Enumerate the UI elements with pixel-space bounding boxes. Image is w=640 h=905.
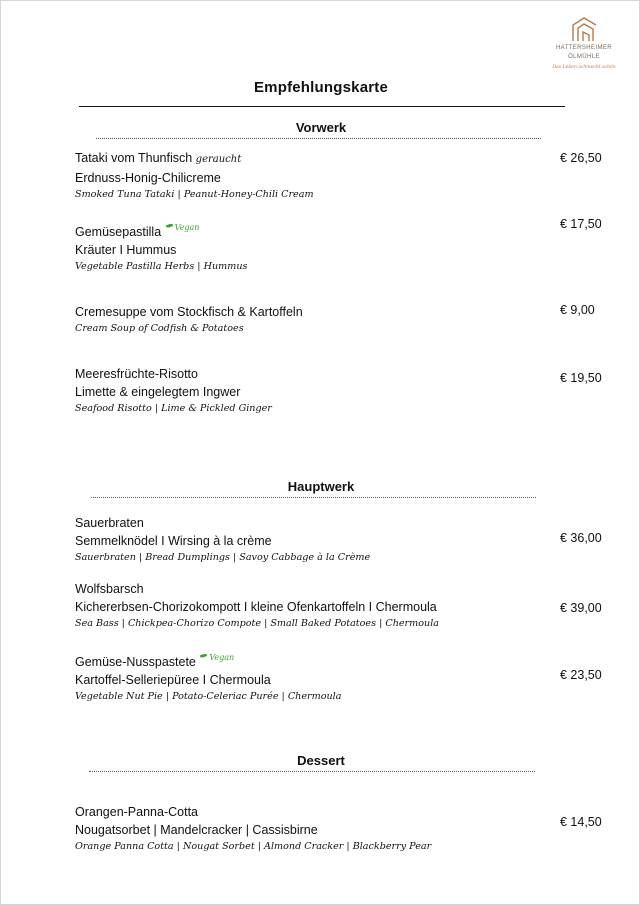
item-name: Meeresfrüchte-Risotto <box>75 367 198 381</box>
item-price: € 9,00 <box>560 303 595 317</box>
item-accompaniment: Semmelknödel I Wirsing à la crème <box>75 534 272 548</box>
item-english: Smoked Tuna Tataki | Peanut-Honey-Chili Cream <box>75 189 314 200</box>
menu-item <box>75 365 545 417</box>
section-title-hauptwerk: Hauptwerk <box>287 479 355 494</box>
item-price: € 14,50 <box>560 815 602 829</box>
item-price: € 19,50 <box>560 371 602 385</box>
item-english: Seafood Risotto | Lime & Pickled Ginger <box>75 403 272 414</box>
menu-item <box>75 649 545 705</box>
item-name: Gemüsepastilla <box>75 225 162 239</box>
item-english: Vegetable Pastilla Herbs | Hummus <box>75 261 248 272</box>
section-title-dessert: Dessert <box>297 753 345 768</box>
item-accompaniment: Kichererbsen-Chorizokompott I kleine Ofenkartoffeln I Chermoula <box>75 600 437 614</box>
item-accompaniment: Kartoffel-Selleriepüree I Chermoula <box>75 673 271 687</box>
item-note: geraucht <box>195 154 242 165</box>
item-name: Gemüse-Nusspastete <box>75 655 196 669</box>
item-english: Orange Panna Cotta | Nougat Sorbet | Almond Cracker | Blackberry Pear <box>75 841 432 852</box>
item-name: Orangen-Panna-Cotta <box>75 805 198 819</box>
menu-item <box>75 803 545 855</box>
section-divider <box>96 138 541 139</box>
item-accompaniment: Nougatsorbet | Mandelcracker | Cassisbirne <box>75 823 318 837</box>
menu-item <box>75 149 545 203</box>
logo-name-line1: HATTERSHEIMER <box>555 45 613 51</box>
logo-tagline: Das Leben schmeckt schön <box>552 65 616 70</box>
section-title-vorwerk: Vorwerk <box>295 120 347 135</box>
item-price: € 39,00 <box>560 601 602 615</box>
title-divider <box>79 106 565 107</box>
item-english: Cream Soup of Codfish & Potatoes <box>75 323 244 334</box>
vegan-leaf-icon: Vegan <box>167 219 200 237</box>
item-name: Sauerbraten <box>75 516 144 530</box>
item-price: € 17,50 <box>560 217 602 231</box>
item-accompaniment: Erdnuss-Honig-Chilicreme <box>75 171 221 185</box>
mill-roof-icon <box>570 15 598 43</box>
item-price: € 36,00 <box>560 531 602 545</box>
item-english: Sauerbraten | Bread Dumplings | Savoy Cabbage à la Crème <box>75 552 371 563</box>
section-divider <box>91 497 536 498</box>
item-accompaniment: Limette & eingelegtem Ingwer <box>75 385 241 399</box>
item-accompaniment: Kräuter I Hummus <box>75 243 177 257</box>
menu-item <box>75 514 545 566</box>
menu-item <box>75 219 545 275</box>
item-english: Sea Bass | Chickpea-Chorizo Compote | Small Baked Potatoes | Chermoula <box>75 618 439 629</box>
menu-item <box>75 303 545 337</box>
item-price: € 26,50 <box>560 151 602 165</box>
item-name: Wolfsbarsch <box>75 582 144 596</box>
item-english: Vegetable Nut Pie | Potato-Celeriac Purée | Chermoula <box>75 691 342 702</box>
item-name: Cremesuppe vom Stockfisch & Kartoffeln <box>75 305 303 319</box>
vegan-leaf-icon: Vegan <box>201 649 234 667</box>
logo-name-line2: ÖLMÜHLE <box>568 54 600 60</box>
menu-item <box>75 580 545 632</box>
menu-title: Empfehlungskarte <box>253 79 389 96</box>
section-divider <box>89 771 535 772</box>
logo <box>549 15 619 70</box>
item-name: Tataki vom Thunfisch <box>75 151 193 165</box>
item-price: € 23,50 <box>560 668 602 682</box>
